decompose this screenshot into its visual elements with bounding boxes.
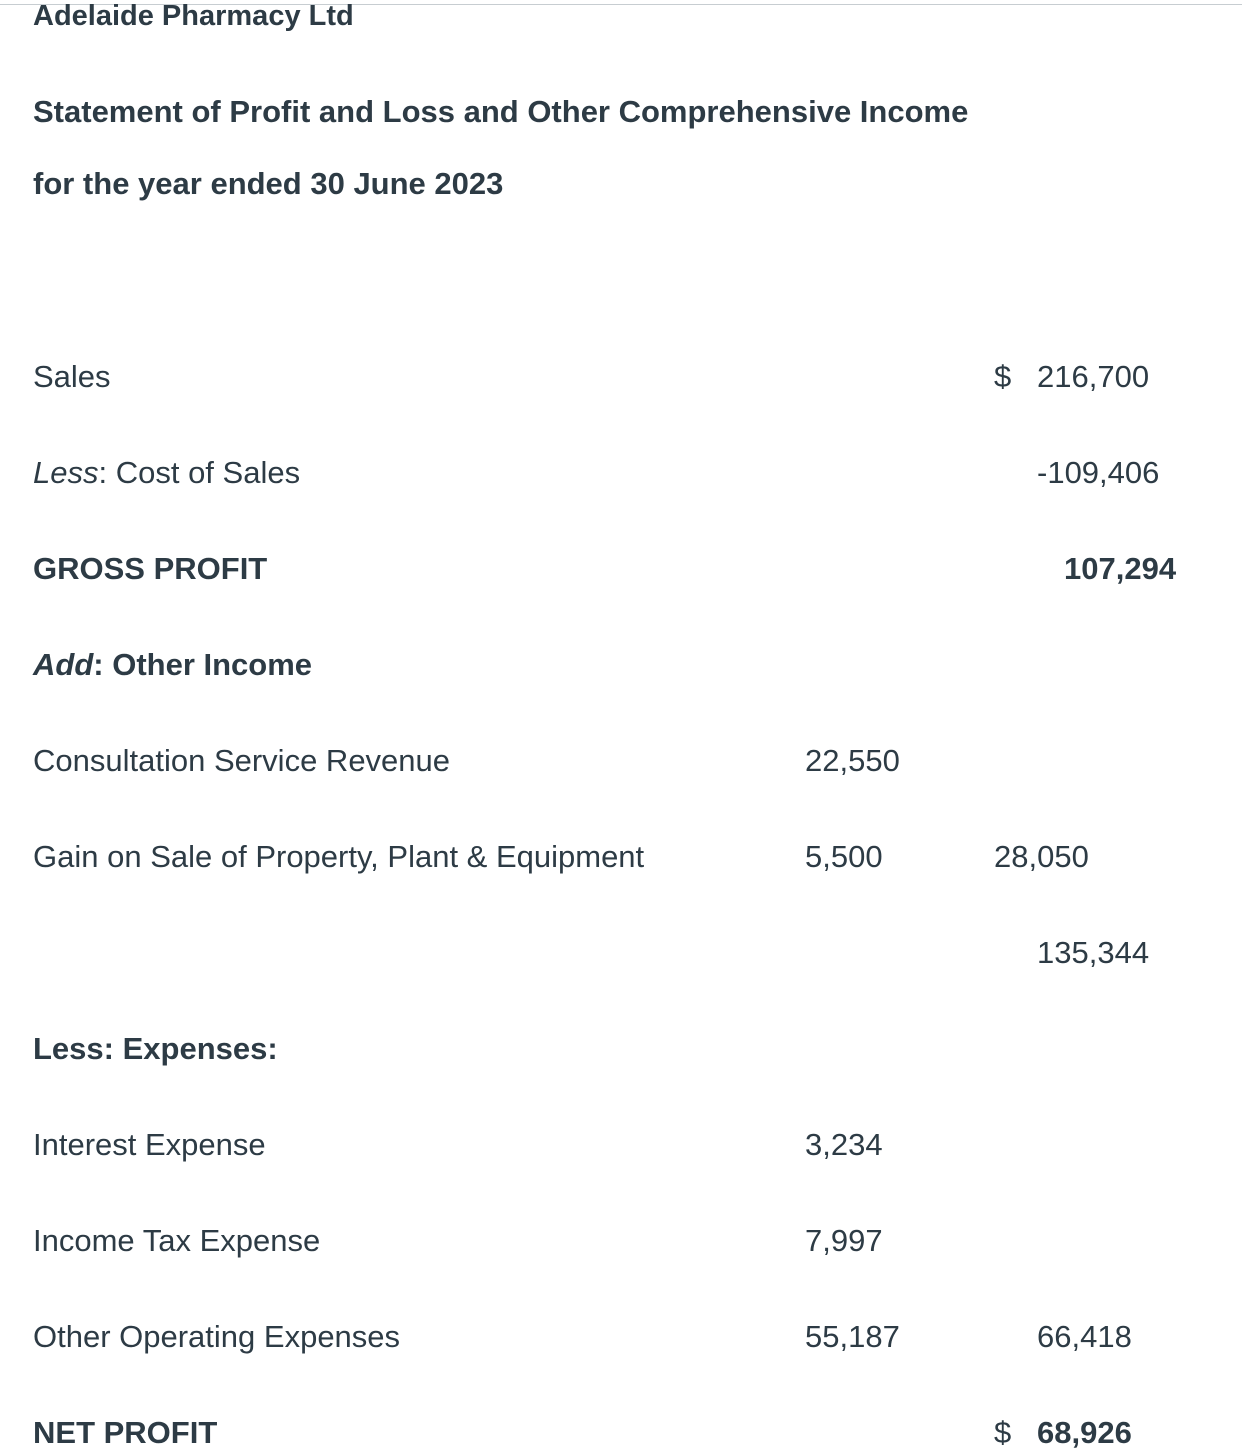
other-income-text: : Other Income	[93, 647, 313, 682]
other-income-subtotal: 28,050	[994, 839, 1089, 874]
gross-profit-amount: 107,294	[1064, 551, 1177, 586]
other-operating-expenses-label: Other Operating Expenses	[33, 1319, 401, 1354]
sales-amount: 216,700	[1037, 359, 1150, 394]
other-income-heading	[33, 649, 312, 680]
expenses-heading: Less: Expenses:	[33, 1031, 278, 1066]
statement-period: for the year ended 30 June 2023	[33, 166, 504, 201]
gross-profit-label: GROSS PROFIT	[33, 551, 268, 586]
sales-label: Sales	[33, 359, 111, 394]
company-name: Adelaide Pharmacy Ltd	[33, 0, 354, 32]
cost-of-sales-text: : Cost of Sales	[98, 455, 301, 490]
interest-expense-label: Interest Expense	[33, 1127, 266, 1162]
interest-expense-amount: 3,234	[805, 1127, 883, 1162]
cost-of-sales-amount: -109,406	[1037, 455, 1160, 490]
sales-currency-symbol: $	[994, 359, 1012, 394]
cost-of-sales-prefix: Less	[33, 455, 99, 490]
cost-of-sales-label	[33, 457, 300, 488]
net-profit-label: NET PROFIT	[33, 1415, 218, 1450]
gain-on-sale-label: Gain on Sale of Property, Plant & Equipment	[33, 839, 645, 874]
income-tax-expense-label: Income Tax Expense	[33, 1223, 321, 1258]
consultation-revenue-label: Consultation Service Revenue	[33, 743, 451, 778]
gain-on-sale-amount: 5,500	[805, 839, 883, 874]
consultation-revenue-amount: 22,550	[805, 743, 900, 778]
income-total-amount: 135,344	[1037, 935, 1150, 970]
expenses-subtotal: 66,418	[1037, 1319, 1132, 1354]
other-operating-expenses-amount: 55,187	[805, 1319, 900, 1354]
net-profit-currency-symbol: $	[994, 1415, 1012, 1450]
net-profit-amount: 68,926	[1037, 1415, 1132, 1450]
other-income-prefix: Add	[33, 647, 94, 682]
income-tax-expense-amount: 7,997	[805, 1223, 883, 1258]
statement-title: Statement of Profit and Loss and Other Comprehensive Income	[33, 94, 969, 129]
